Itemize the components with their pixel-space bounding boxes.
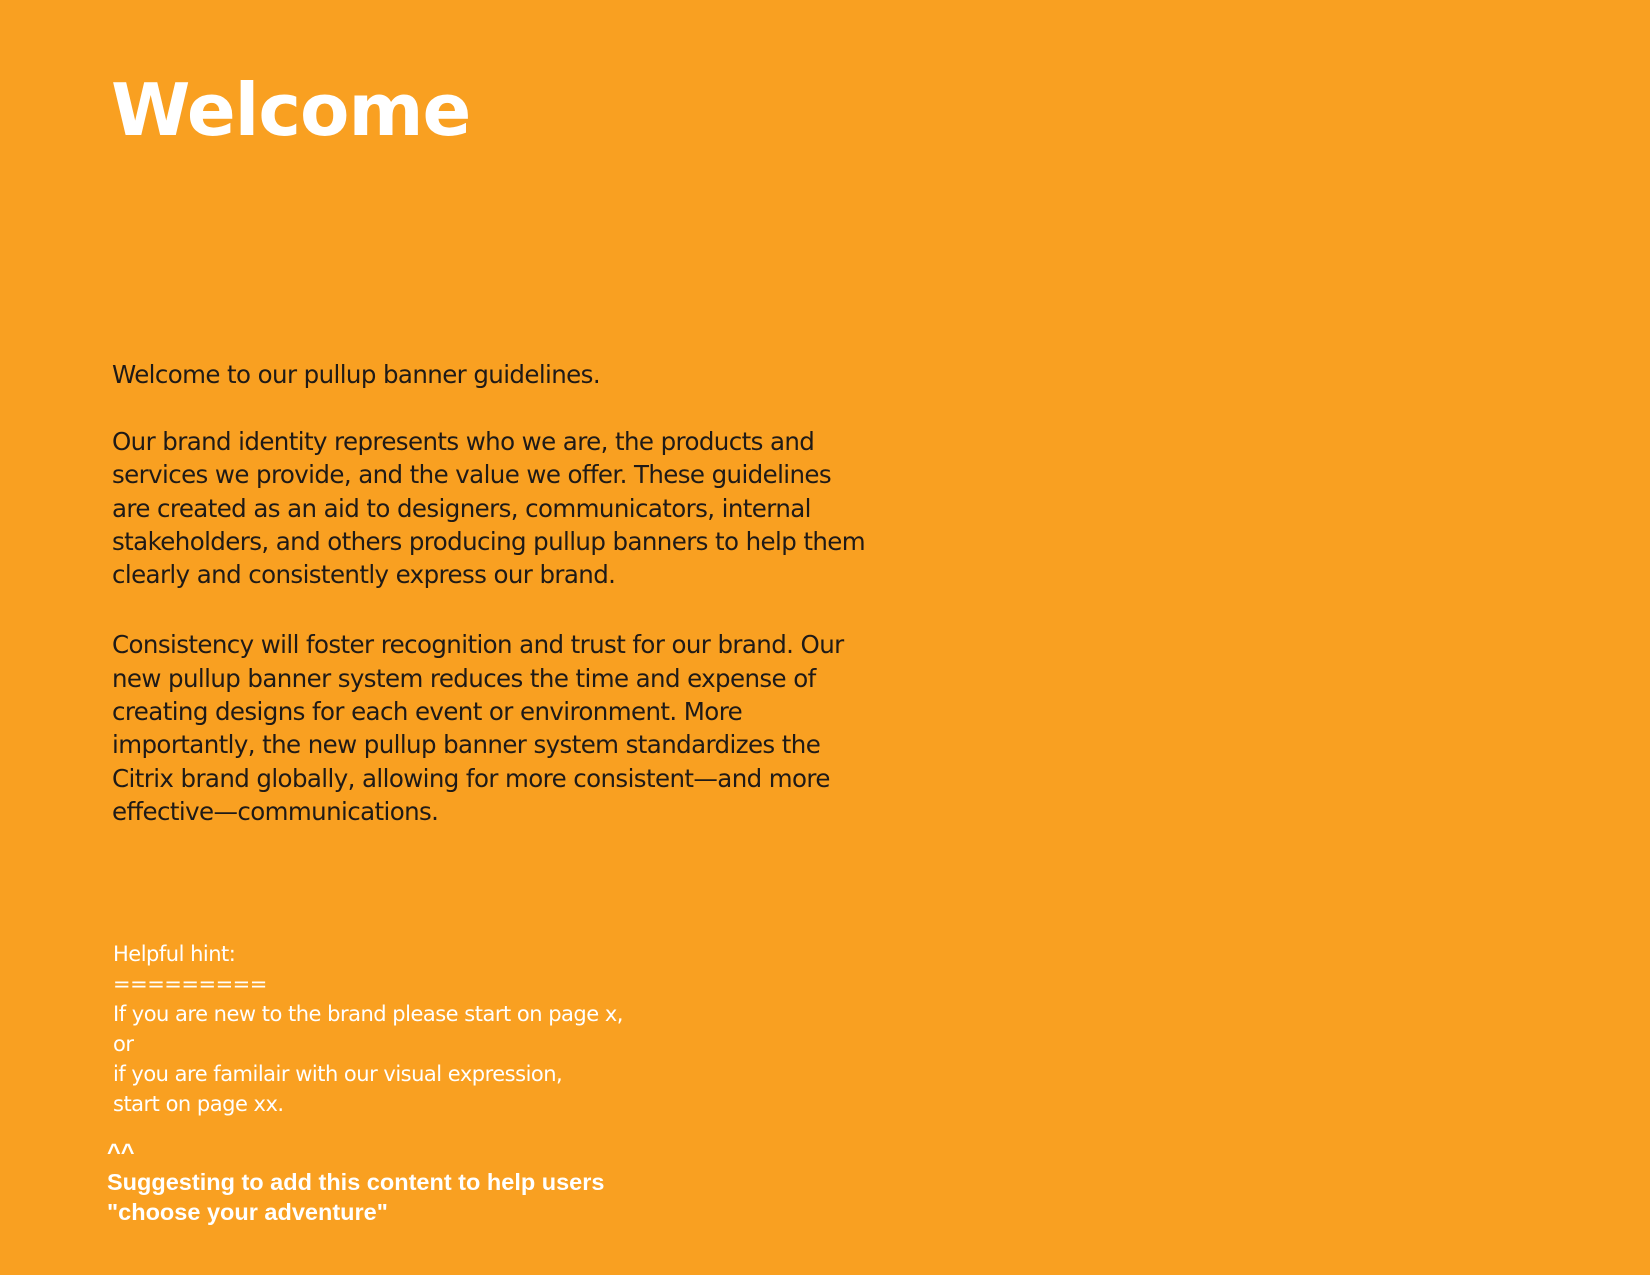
helpful-hint bbox=[113, 939, 713, 1119]
hint-line: or bbox=[113, 1032, 134, 1056]
hint-line: if you are familair with our visual expression, bbox=[113, 1062, 563, 1086]
hint-line: If you are new to the brand please start on page x, bbox=[113, 1002, 623, 1026]
note-carets: ^^ bbox=[107, 1139, 135, 1165]
brand-identity-paragraph: Our brand identity represents who we are, the products and services we provide, and the value we offer. These guidelines are created as an aid to designers, communicators, internal stakeholders, and others producing pullup banners to help them clearly and consistently express our brand. bbox=[112, 427, 866, 590]
note-line: "choose your adventure" bbox=[107, 1199, 388, 1225]
page-title: Welcome bbox=[111, 68, 471, 152]
hint-heading: Helpful hint: bbox=[113, 942, 236, 966]
note-line: Suggesting to add this content to help users bbox=[107, 1169, 605, 1195]
consistency-paragraph: Consistency will foster recognition and trust for our brand. Our new pullup banner system reduces the time and expense of creating designs for each event or environment. More importantly, the new pullup banner system standardizes the Citrix brand globally, allowing for more consistent—and more effective—communications. bbox=[112, 630, 844, 826]
body-text bbox=[112, 358, 872, 828]
hint-line: start on page xx. bbox=[113, 1092, 284, 1116]
review-note bbox=[107, 1137, 707, 1227]
intro-paragraph: Welcome to our pullup banner guidelines. bbox=[112, 360, 601, 389]
hint-divider: ========= bbox=[113, 972, 267, 996]
